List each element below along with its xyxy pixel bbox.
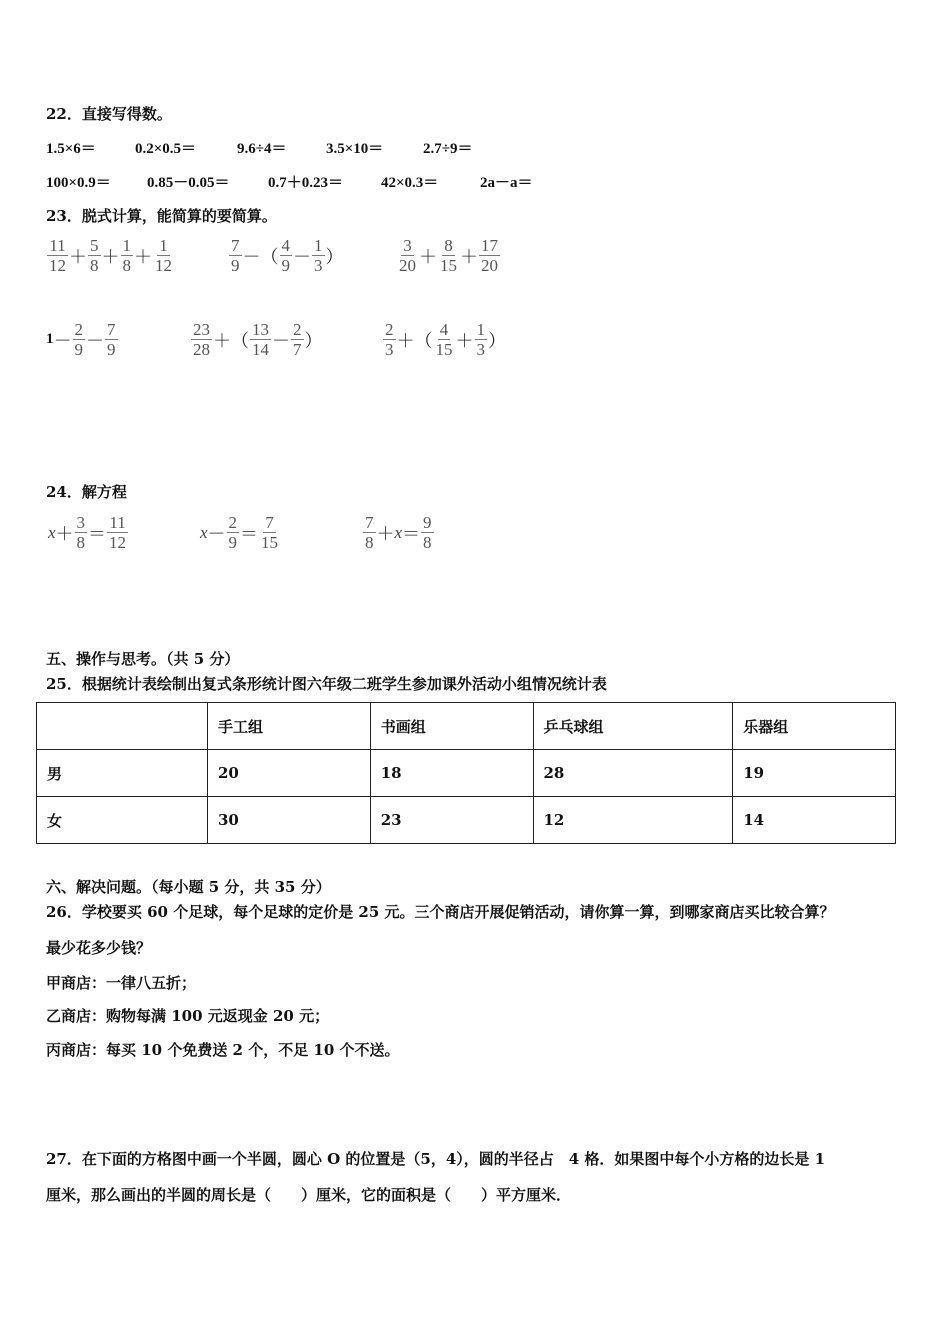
section5-title: 五、操作与思考。（共 5 分） — [46, 650, 240, 668]
table-cell: 乐器组 — [733, 703, 896, 750]
q23-expression-4: 1 － $\frac{2}{9}$ － $\frac{7}{9}$ — [46, 320, 116, 359]
activity-stat-table — [36, 702, 896, 844]
q23-expression-1: $\frac{11}{12}$ ＋ $\frac{5}{8}$ ＋ $\frac{1}{8}$ ＋ $\frac{1}{12}$ — [49, 236, 172, 275]
q24-equation-3: $\frac{7}{8}$ ＋ x ＝ $\frac{9}{8}$ — [365, 513, 432, 552]
shop-c: 丙商店：每买 10 个免费送 2 个，不足 10 个不送。 — [46, 1041, 400, 1059]
section6-title: 六、解决问题。（每小题 5 分，共 35 分） — [46, 878, 331, 896]
table-cell: 30 — [208, 797, 371, 844]
table-header-row — [37, 703, 896, 750]
q24-title: 24．解方程 — [46, 483, 127, 501]
q22-item: 2a－a＝ — [480, 175, 533, 191]
q22-item: 0.7＋0.23＝ — [268, 175, 344, 191]
table-cell: 23 — [370, 797, 533, 844]
table-cell: 男 — [37, 750, 208, 797]
q23-expression-2: $\frac{7}{9}$ －（ $\frac{4}{9}$ － $\frac{1}{3}$ ） — [231, 236, 344, 275]
shop-b: 乙商店：购物每满 100 元返现金 20 元； — [46, 1007, 330, 1025]
table-cell: 18 — [370, 750, 533, 797]
q22-item: 1.5×6＝ — [46, 141, 96, 157]
table-cell: 女 — [37, 797, 208, 844]
q25-title: 25．根据统计表绘制出复式条形统计图六年级二班学生参加课外活动小组情况统计表 — [46, 675, 607, 693]
table-row — [37, 750, 896, 797]
table-cell: 19 — [733, 750, 896, 797]
table-cell: 书画组 — [370, 703, 533, 750]
q22-item: 9.6÷4＝ — [237, 141, 287, 157]
table-cell: 14 — [733, 797, 896, 844]
q23-title: 23．脱式计算，能简算的要简算。 — [46, 207, 277, 225]
q22-title: 22．直接写得数。 — [46, 105, 172, 123]
table-cell: 12 — [533, 797, 733, 844]
table-cell: 20 — [208, 750, 371, 797]
q24-equation-2: x － $\frac{2}{9}$ ＝ $\frac{7}{15}$ — [200, 513, 279, 552]
q22-item: 100×0.9＝ — [46, 175, 111, 191]
q22-item: 0.85－0.05＝ — [147, 175, 230, 191]
q23-expression-3: $\frac{3}{20}$ ＋ $\frac{8}{15}$ ＋ $\frac{17}{20}$ — [399, 236, 498, 275]
table-row — [37, 797, 896, 844]
q23-expression-5: $\frac{23}{28}$ ＋（ $\frac{13}{14}$ － $\frac{2}{7}$ ） — [193, 320, 323, 359]
table-cell: 28 — [533, 750, 733, 797]
q24-equation-1: x ＋ $\frac{3}{8}$ ＝ $\frac{11}{12}$ — [48, 513, 127, 552]
q22-item: 2.7÷9＝ — [423, 141, 473, 157]
table-cell: 乒乓球组 — [533, 703, 733, 750]
q27-line-2: 厘米，那么画出的半圆的周长是（ ）厘米，它的面积是（ ）平方厘米． — [46, 1186, 572, 1204]
shop-a: 甲商店：一律八五折； — [46, 974, 197, 992]
table-cell — [37, 703, 208, 750]
q26-line-2: 最少花多少钱？ — [46, 939, 152, 957]
q26-line-1: 26．学校要买 60 个足球，每个足球的定价是 25 元。三个商店开展促销活动，请你算一算，到哪家商店买比较合算？ — [46, 903, 835, 921]
q22-item: 0.2×0.5＝ — [135, 141, 197, 157]
q22-item: 3.5×10＝ — [326, 141, 384, 157]
table-cell: 手工组 — [208, 703, 371, 750]
q23-expression-6: $\frac{2}{3}$ ＋（ $\frac{4}{15}$ ＋ $\frac{1}{3}$ ） — [385, 320, 506, 359]
q27-line-1: 27．在下面的方格图中画一个半圆，圆心 O 的位置是（5，4），圆的半径占 4 格．如果图中每个小方格的边长是 1 — [46, 1150, 826, 1168]
q22-item: 42×0.3＝ — [381, 175, 439, 191]
